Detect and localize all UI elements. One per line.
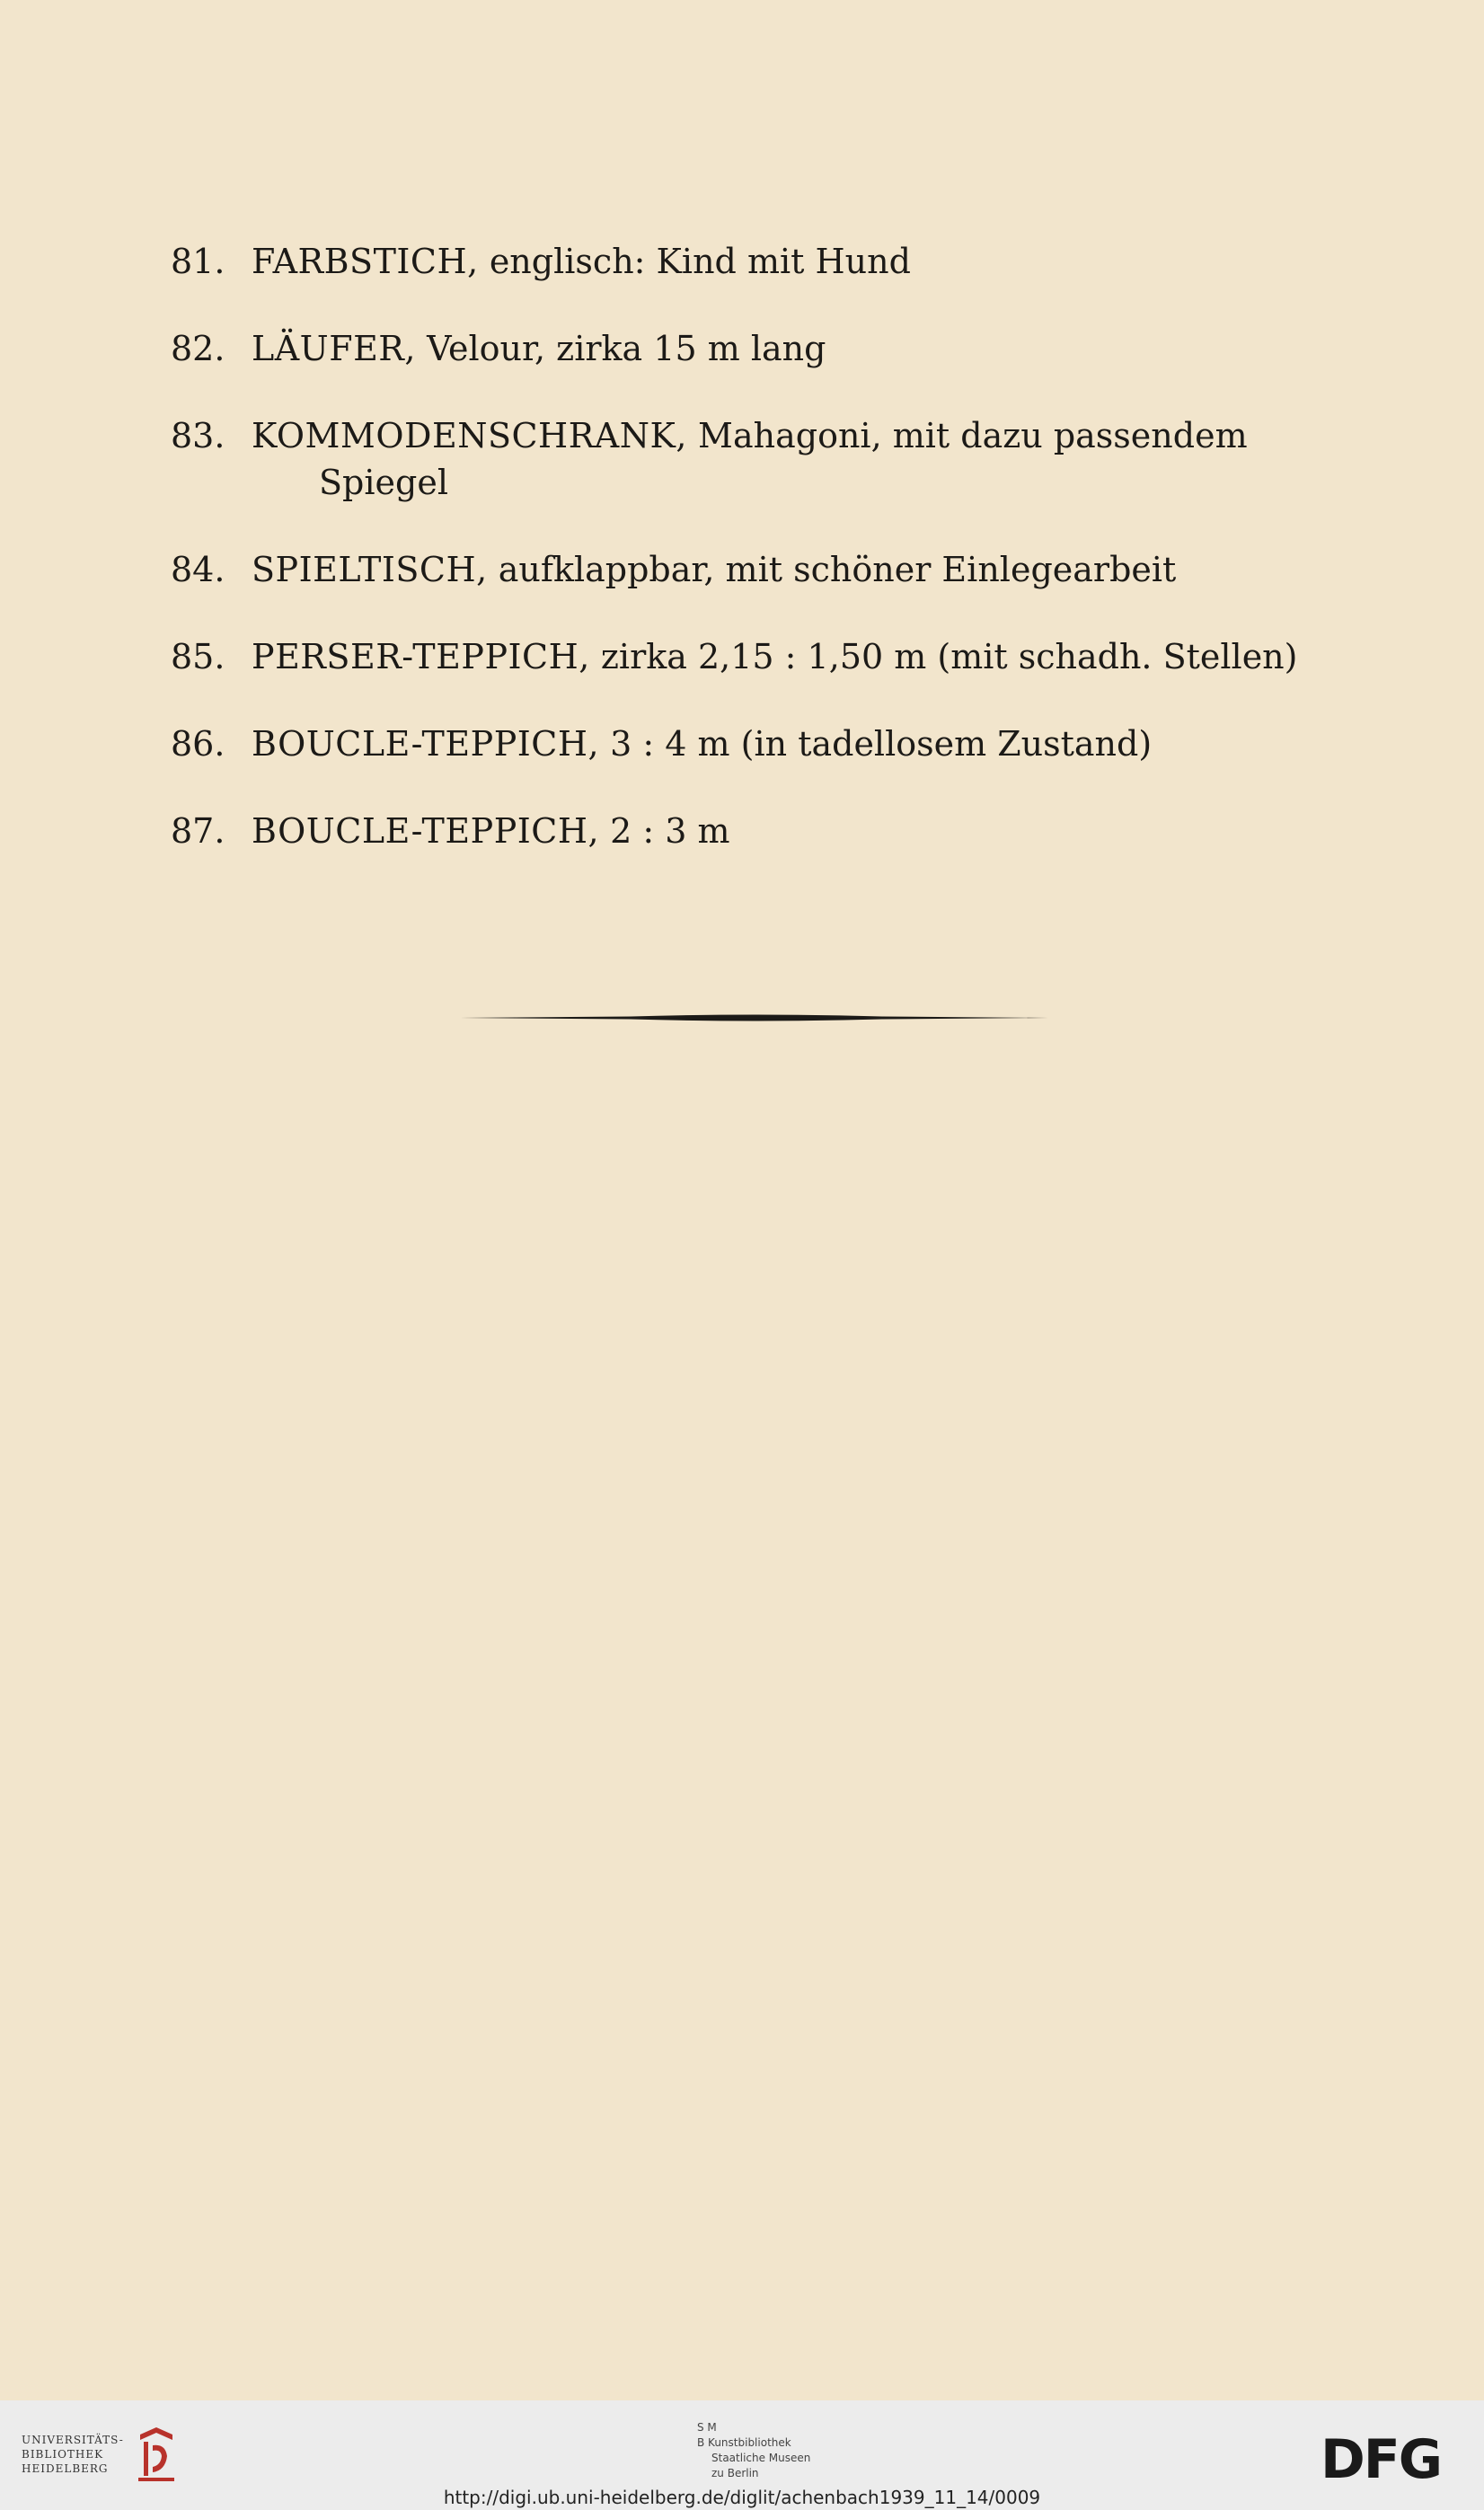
item-description: aufklappbar, mit schöner Einlegearbeit	[487, 550, 1177, 589]
ornamental-rule	[460, 1012, 1048, 1024]
smb-kunstbibliothek-logo[interactable]: S M B Kunstbibliothek Staatliche Museen zu Berlin	[697, 2421, 811, 2479]
source-url-link[interactable]: http://digi.ub.uni-heidelberg.de/diglit/achenbach1939_11_14/0009	[443, 2487, 1041, 2508]
catalog-item	[171, 546, 1365, 593]
item-description: englisch: Kind mit Hund	[478, 242, 911, 281]
item-description: Mahagoni, mit dazu passendem	[686, 416, 1248, 455]
item-title: FARBSTICH,	[252, 242, 479, 281]
item-body	[252, 633, 1365, 680]
catalog-list	[171, 238, 1365, 895]
item-number: 84.	[171, 550, 225, 589]
item-number: 85.	[171, 637, 225, 676]
item-number: 82.	[171, 329, 225, 368]
item-body	[252, 325, 1365, 372]
item-title: KOMMODENSCHRANK,	[252, 416, 687, 455]
catalog-item	[171, 808, 1365, 854]
item-number: 86.	[171, 724, 225, 764]
item-number: 83.	[171, 416, 225, 455]
item-body	[252, 546, 1365, 593]
dfg-logo[interactable]: DFG	[1321, 2428, 1442, 2491]
item-body	[252, 238, 1365, 285]
item-description: Velour, zirka 15 m lang	[416, 329, 826, 368]
catalog-item	[171, 238, 1365, 285]
item-description: 3 : 4 m (in tadellosem Zustand)	[599, 724, 1153, 764]
item-title: SPIELTISCH,	[252, 550, 488, 589]
footer-bar	[0, 2400, 1484, 2510]
item-body	[252, 808, 1365, 854]
university-library-logo[interactable]	[22, 2426, 178, 2483]
catalog-item	[171, 412, 1365, 506]
catalog-item	[171, 633, 1365, 680]
item-continuation: Spiegel	[319, 463, 448, 502]
item-title: BOUCLE-TEPPICH,	[252, 811, 600, 851]
item-title: PERSER-TEPPICH,	[252, 637, 590, 676]
item-body	[252, 720, 1365, 767]
university-name: UNIVERSITÄTS- BIBLIOTHEK HEIDELBERG	[22, 2434, 124, 2475]
item-description: zirka 2,15 : 1,50 m (mit schadh. Stellen)	[589, 637, 1298, 676]
item-title: BOUCLE-TEPPICH,	[252, 724, 600, 764]
university-emblem-icon	[135, 2426, 178, 2483]
item-title: LÄUFER,	[252, 329, 416, 368]
item-number: 81.	[171, 242, 225, 281]
item-number: 87.	[171, 811, 225, 851]
catalog-item	[171, 325, 1365, 372]
catalog-item	[171, 720, 1365, 767]
item-description: 2 : 3 m	[599, 811, 730, 851]
item-body	[252, 412, 1365, 506]
